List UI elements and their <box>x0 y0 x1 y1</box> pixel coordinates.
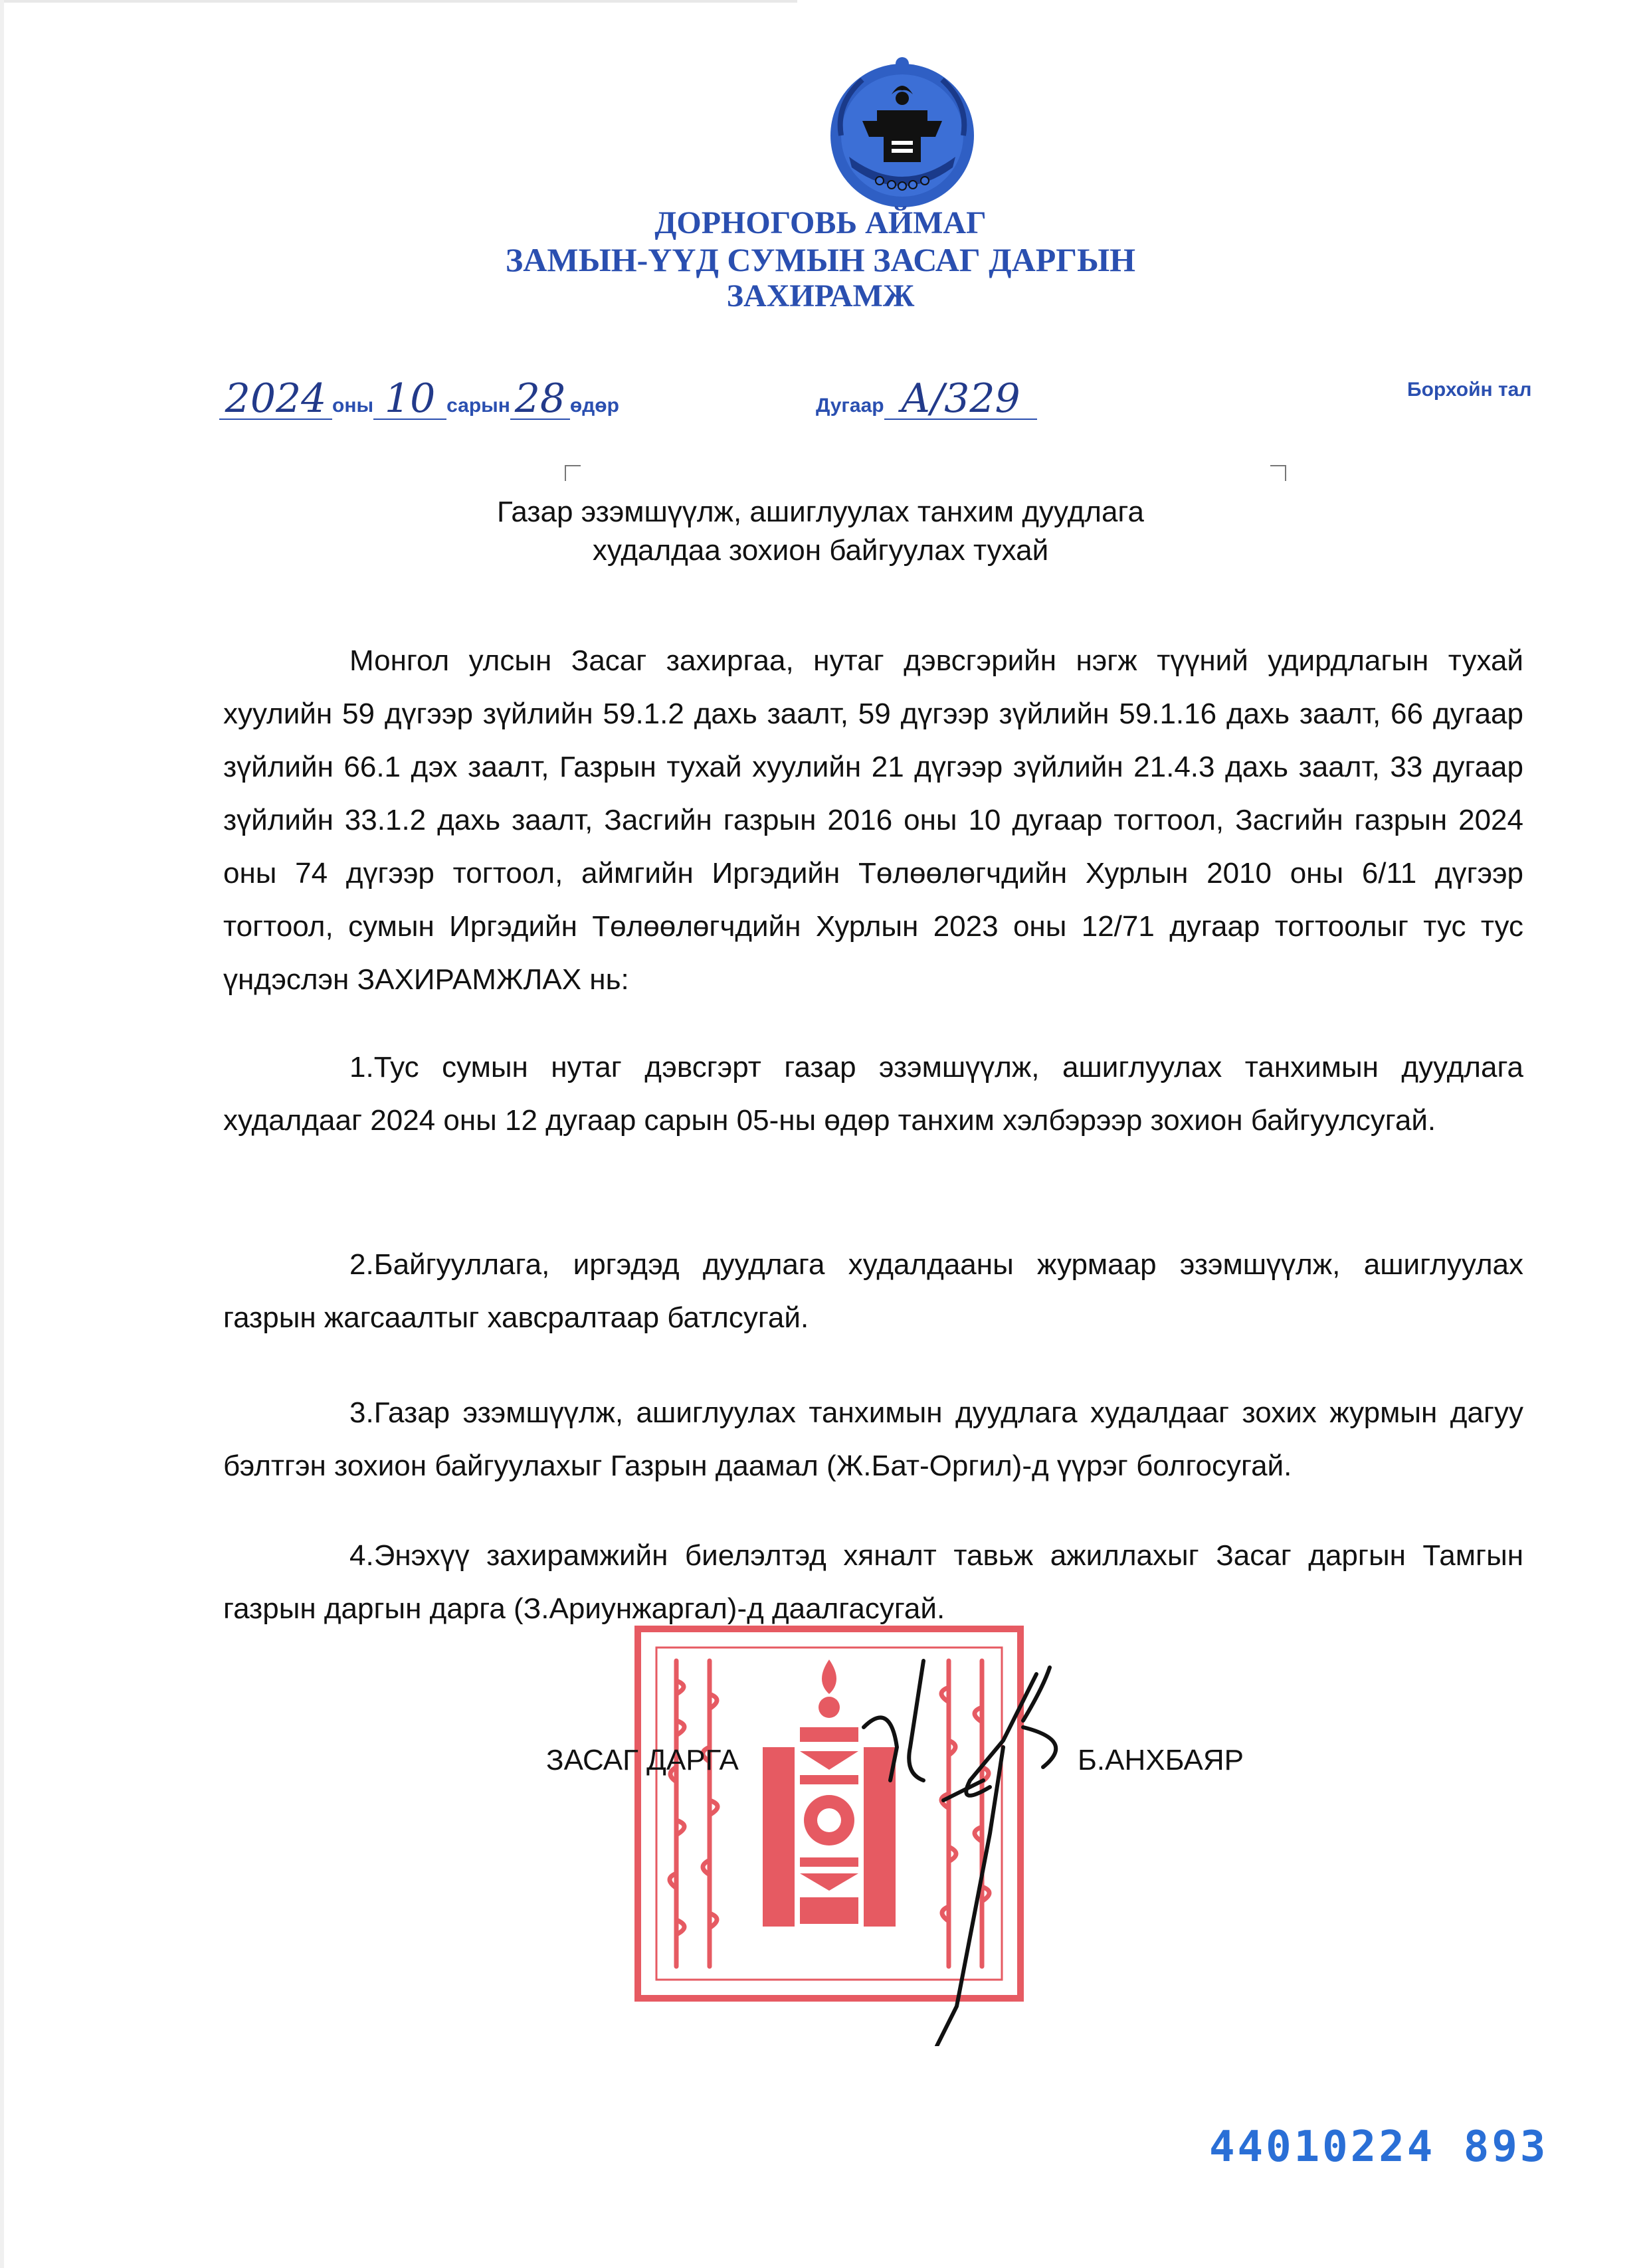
document-number-field <box>816 375 1037 422</box>
handwritten-signature <box>824 1648 1103 2046</box>
scan-edge-left <box>0 0 4 2268</box>
date-year-label: оны <box>332 395 374 417</box>
scan-edge-top <box>0 0 797 3</box>
header-aimag: ДОРНОГОВЬ АЙМАГ <box>654 205 987 240</box>
date-month-handwritten: 10 <box>373 379 446 420</box>
document-number-handwritten: А/329 <box>884 379 1037 420</box>
title-bracket-right <box>1270 465 1286 481</box>
date-day-label: өдөр <box>569 395 619 417</box>
document-title-line1: Газар эзэмшүүлж, ашиглуулах танхим дуудлага <box>497 496 1144 528</box>
state-emblem-icon <box>822 57 982 211</box>
signatory-title: ЗАСАГ ДАРГА <box>546 1744 739 1776</box>
order-item-1: 1.Тус сумын нутаг дэвсгэрт газар эзэмшүүлж, ашиглуулах танхимын дуудлага худалдааг 2024 оны 12 дугаар сарын 05-ны өдөр танхим хэлбэрээр зохион байгуулсугай. <box>223 1051 1523 1137</box>
order-item-2: 2.Байгууллага, иргэдэд дуудлага худалдааны журмаар эзэмшүүлж, ашиглуулах газрын жагсаалтыг хавсралтаар батлсугай. <box>223 1248 1523 1334</box>
place-of-issue: Борхойн тал <box>1407 379 1532 401</box>
header-soum-governor: ЗАМЫН-ҮҮД СУМЫН ЗАСАГ ДАРГЫН <box>505 241 1136 278</box>
date-day-handwritten: 28 <box>510 379 570 420</box>
header-document-type: ЗАХИРАМЖ <box>726 278 915 314</box>
document-title <box>465 493 1176 570</box>
preamble-paragraph: Монгол улсын Засаг захиргаа, нутаг дэвсгэрийн нэгж түүний удирдлагын тухай хуулийн 59 дүгээр зүйлийн 59.1.2 дахь заалт, 59 дүгээр зүйлийн 59.1.16 дахь заалт, 66 дугаар зүйлийн 66.1 дэх заалт, Газрын тухай хуулийн 21 дүгээр зүйлийн 21.4.3 дахь заалт, 33 дугаар зүйлийн 33.1.2 дахь заалт, Засгийн газрын 2016 оны 10 дугаар тогтоол, Засгийн газрын 2024 оны 74 дүгээр тогтоол, аймгийн Иргэдийн Төлөөлөгчдийн Хурлын 2010 оны 6/11 дүгээр тогтоол, сумын Иргэдийн Төлөөлөгчдийн Хурлын 2023 оны 12/71 дугаар тогтоолыг тус тус үндэслэн ЗАХИРАМЖЛАХ нь: <box>223 644 1523 996</box>
document-title-line2: худалдаа зохион байгуулах тухай <box>592 534 1049 567</box>
date-month-label: сарын <box>446 395 510 417</box>
date-year-handwritten: 2024 <box>219 379 332 420</box>
title-bracket-left <box>565 465 581 481</box>
registration-number-stamp: 44010224 893 <box>1209 2123 1549 2172</box>
order-item-4: 4.Энэхүү захирамжийн биелэлтэд хяналт тавьж ажиллахыг Засаг даргын Тамгын газрын даргын дарга (З.Ариунжаргал)-д даалгасугай. <box>223 1539 1523 1625</box>
order-item-3: 3.Газар эзэмшүүлж, ашиглуулах танхимын дуудлага худалдааг зохих журмын дагуу бэлтгэн зохион байгуулахыг Газрын даамал (Ж.Бат-Оргил)-д үүрэг болгосугай. <box>223 1396 1523 1482</box>
date-field <box>219 375 619 422</box>
document-number-label: Дугаар <box>816 395 884 417</box>
signatory-name: Б.АНХБАЯР <box>1078 1744 1244 1776</box>
